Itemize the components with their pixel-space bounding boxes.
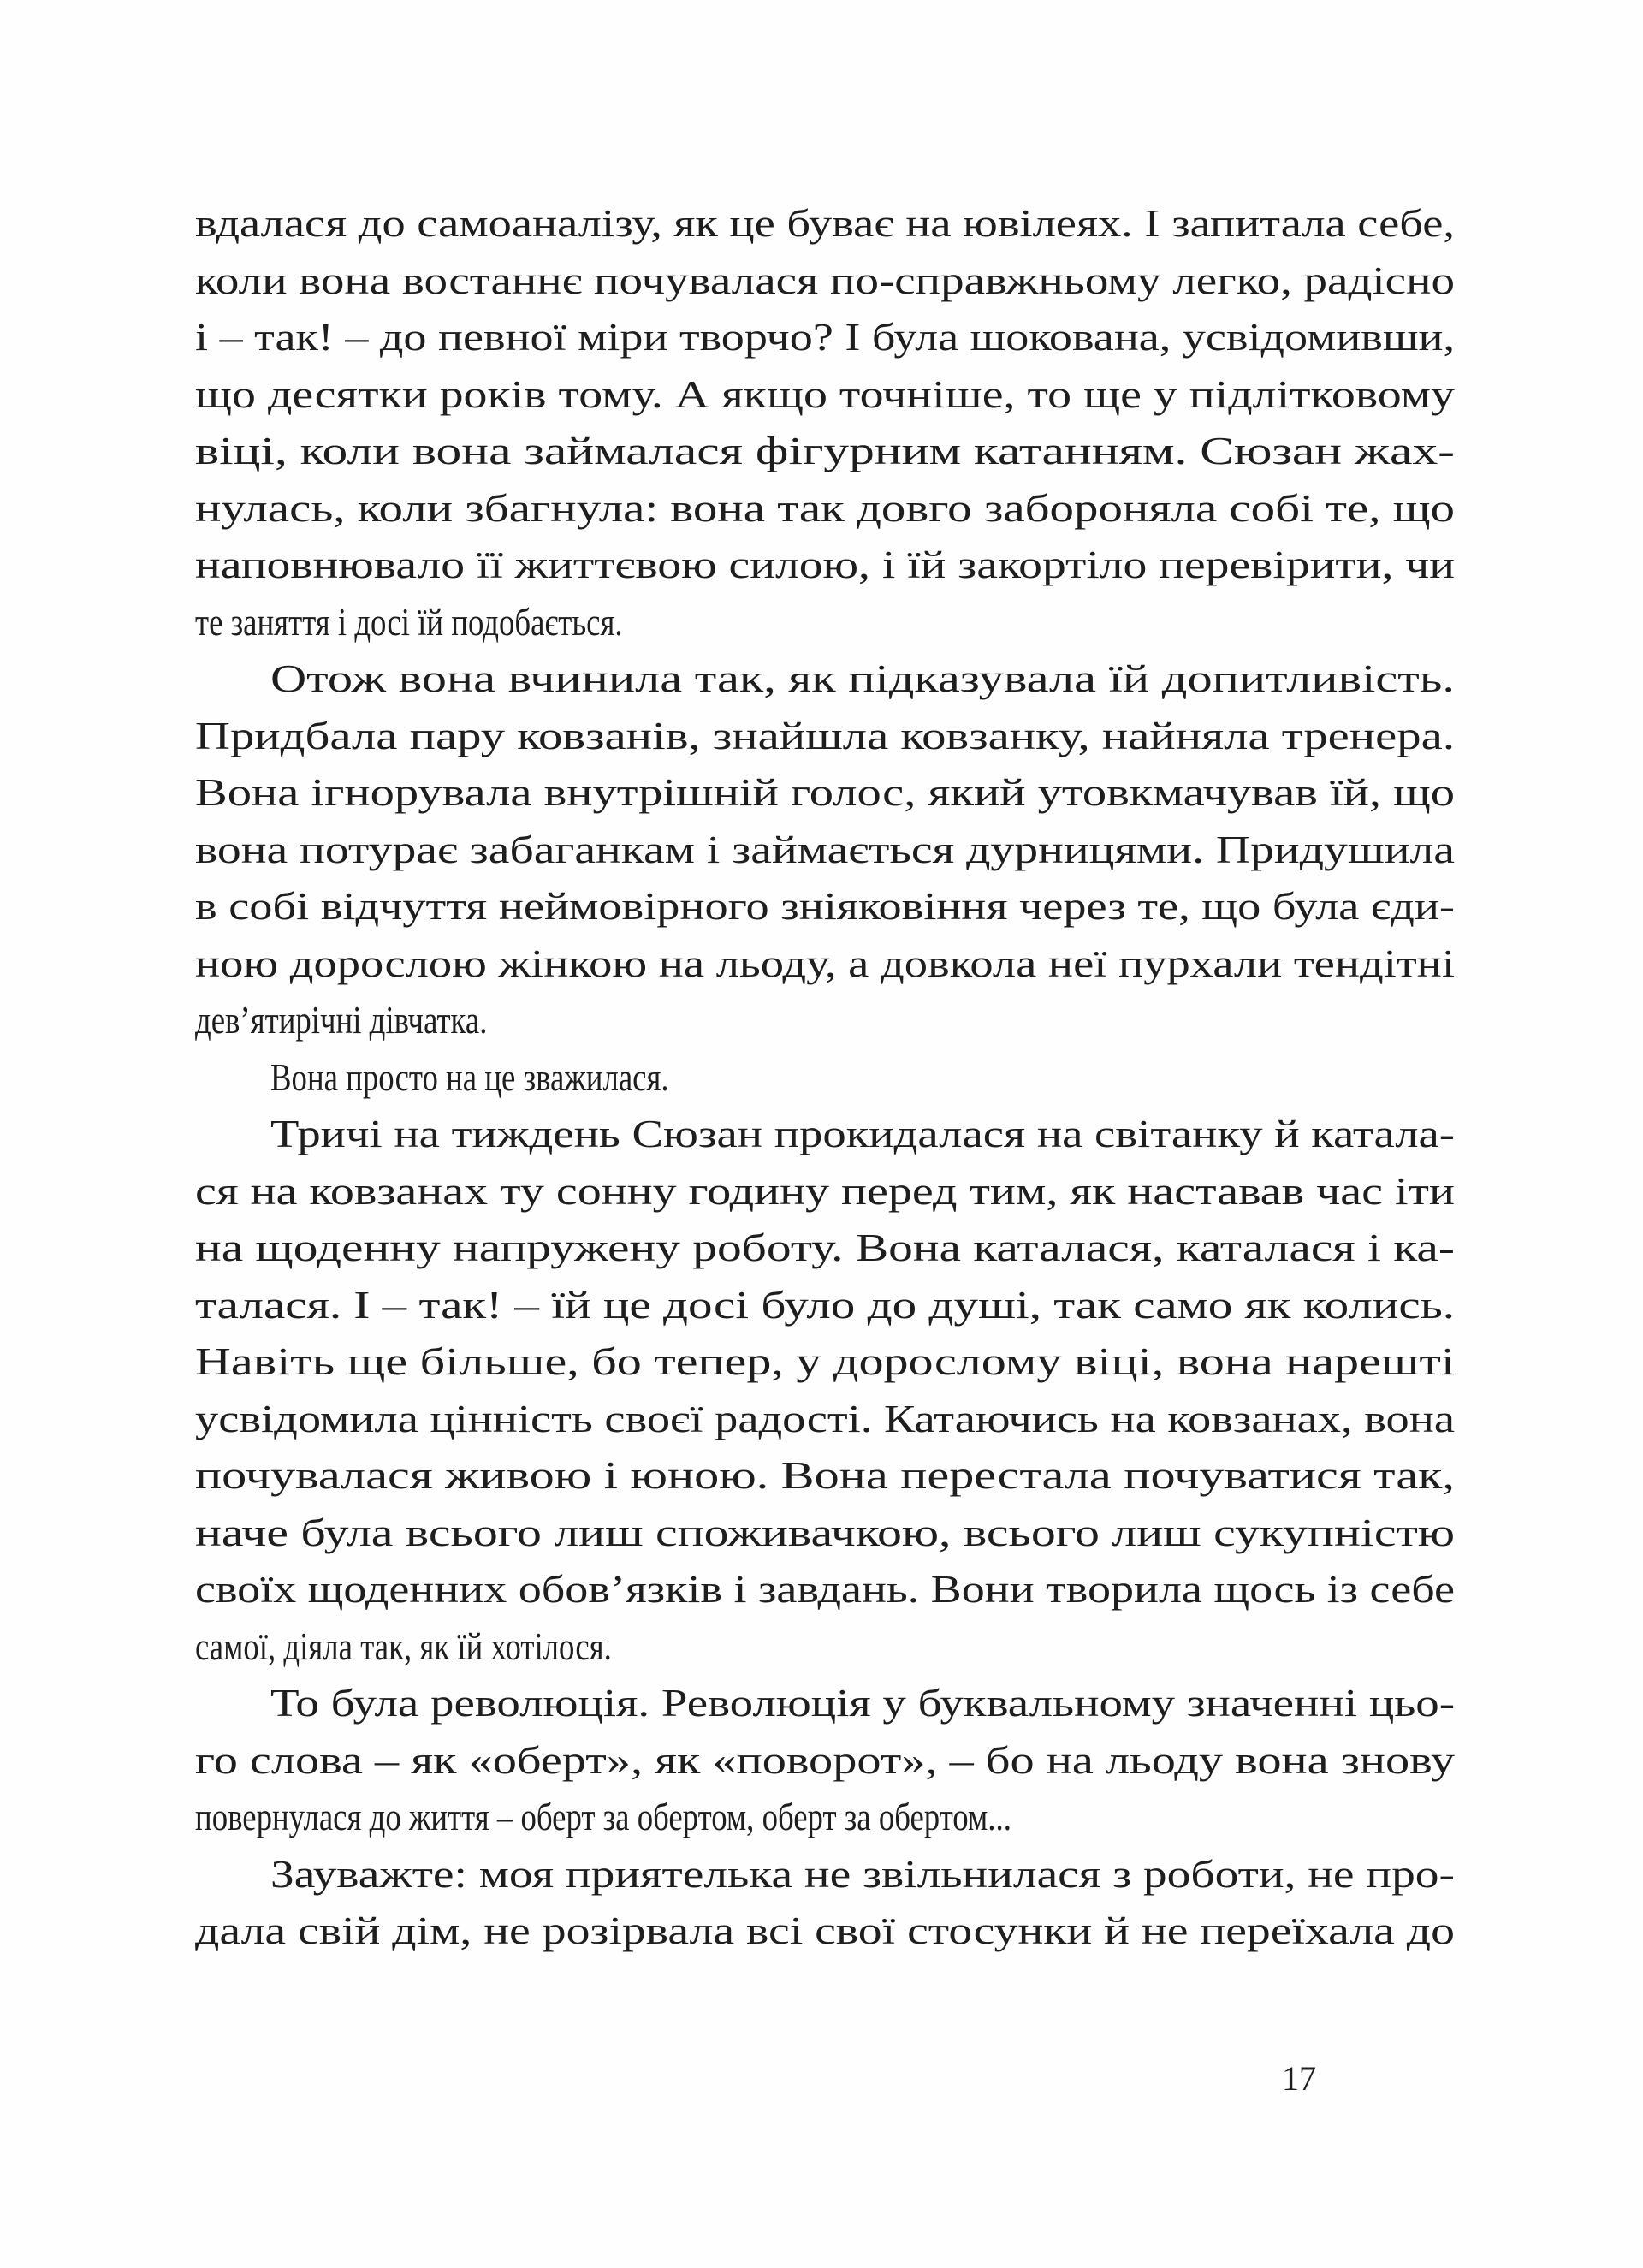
- text-line-content: Зауважте: моя приятелька не звільнилася з роботи, не про-: [270, 1851, 1455, 1896]
- text-line-content: Придбала пару ковзанів, знайшла ковзанку, найняла тренера.: [195, 713, 1455, 757]
- text-line: [195, 1846, 1455, 1903]
- text-line-content: на щоденну напружену роботу. Вона каталася, каталася і ка-: [195, 1226, 1455, 1269]
- text-line-content: Навіть ще більше, бо тепер, у дорослому віці, вона нарешті: [195, 1339, 1455, 1383]
- text-line-content: дала свій дім, не розірвала всі свої стосунки й не переїхала до: [195, 1909, 1455, 1952]
- text-line: [195, 764, 1455, 822]
- text-line: [195, 822, 1455, 879]
- text-line-content: наче була всього лиш споживачкою, всього лиш сукупністю: [195, 1510, 1455, 1554]
- text-line: [195, 1903, 1455, 1960]
- text-line: [195, 1675, 1455, 1732]
- body-text: [195, 195, 1455, 1960]
- text-line: [195, 1277, 1455, 1334]
- text-line-content: Вона ігнорувала внутрішній голос, який утовкмачував їй, що: [195, 770, 1455, 814]
- text-line-content: Отож вона вчинила так, як підказувала їй допитливість.: [270, 656, 1455, 700]
- text-line-content: що десятки років тому. А якщо точніше, то ще у підлітковому: [195, 371, 1456, 416]
- text-line: [195, 1220, 1455, 1277]
- text-line-content: ною дорослою жінкою на льоду, а довкола неї пурхали тендітні: [195, 941, 1455, 985]
- text-line-content: коли вона востаннє почувалася по-справжньому легко, радісно: [195, 258, 1456, 302]
- text-line: [195, 366, 1455, 424]
- text-line: [195, 1561, 1455, 1618]
- text-line: [195, 1106, 1455, 1163]
- text-line-content: самої, діяла так, як їй хотілося.: [195, 1624, 612, 1668]
- text-line-content: нулась, коли збагнула: вона так довго забороняла собі те, що: [195, 485, 1455, 530]
- text-line: [195, 1049, 1455, 1107]
- text-line-content: Тричі на тиждень Сюзан прокидалася на світанку й катала-: [270, 1112, 1455, 1155]
- text-line: [195, 1163, 1455, 1220]
- text-line-content: талася. І – так! – їй це досі було до душі, так само як колись.: [195, 1282, 1456, 1327]
- text-line: [195, 935, 1455, 993]
- text-line-content: і – так! – до певної міри творчо? І була шокована, усвідомивши,: [195, 315, 1455, 359]
- text-line-content: своїх щоденних обов’язків і завдань. Вони творила щось із себе: [195, 1567, 1455, 1611]
- text-line-content: повернулася до життя – оберт за обертом, оберт за обертом...: [195, 1795, 1011, 1838]
- text-line-content: го слова – як «оберт», як «поворот», – бо на льоду вона знову: [195, 1737, 1456, 1782]
- text-line-content: вона потурає забаганкам і займається дурницями. Придушила: [195, 827, 1455, 871]
- text-line: [195, 594, 1455, 651]
- text-line-content: То була революція. Революція у буквальному значенні цьо-: [270, 1681, 1456, 1725]
- text-line: [195, 1618, 1455, 1676]
- text-line: [195, 878, 1455, 935]
- page-number: 17: [1282, 2059, 1316, 2098]
- text-line: [195, 252, 1455, 310]
- text-line: [195, 650, 1455, 708]
- text-line: [195, 480, 1455, 537]
- text-line: [195, 1505, 1455, 1562]
- text-line-content: в собі відчуття неймовірного зніяковіння через те, що була єди-: [195, 884, 1455, 928]
- text-line: [195, 309, 1455, 366]
- text-line-content: почувалася живою і юною. Вона перестала почуватися так,: [195, 1453, 1455, 1497]
- text-line: [195, 1333, 1455, 1391]
- text-line: [195, 1732, 1455, 1790]
- text-line-content: дев’ятирічні дівчатка.: [195, 998, 488, 1042]
- text-line-content: те заняття і досі їй подобається.: [195, 599, 623, 644]
- text-line: [195, 1789, 1455, 1846]
- text-line-content: віці, коли вона займалася фігурним катанням. Сюзан жах-: [195, 429, 1455, 472]
- text-line: [195, 423, 1455, 480]
- text-line-content: усвідомила цінність своєї радості. Катаючись на ковзанах, вона: [195, 1396, 1455, 1440]
- text-line: [195, 537, 1455, 594]
- text-line: [195, 195, 1455, 252]
- text-line-content: Вона просто на це зважилася.: [270, 1054, 669, 1099]
- text-line: [195, 992, 1455, 1049]
- text-line-content: наповнювало її життєвою силою, і їй закортіло перевірити, чи: [195, 543, 1455, 586]
- text-line-content: ся на ковзанах ту сонну годину перед тим, як наставав час іти: [195, 1168, 1455, 1213]
- text-line: [195, 708, 1455, 765]
- text-line-content: вдалася до самоаналізу, як це буває на ювілеях. І запитала себе,: [195, 201, 1456, 245]
- text-line: [195, 1391, 1455, 1448]
- text-line: [195, 1447, 1455, 1505]
